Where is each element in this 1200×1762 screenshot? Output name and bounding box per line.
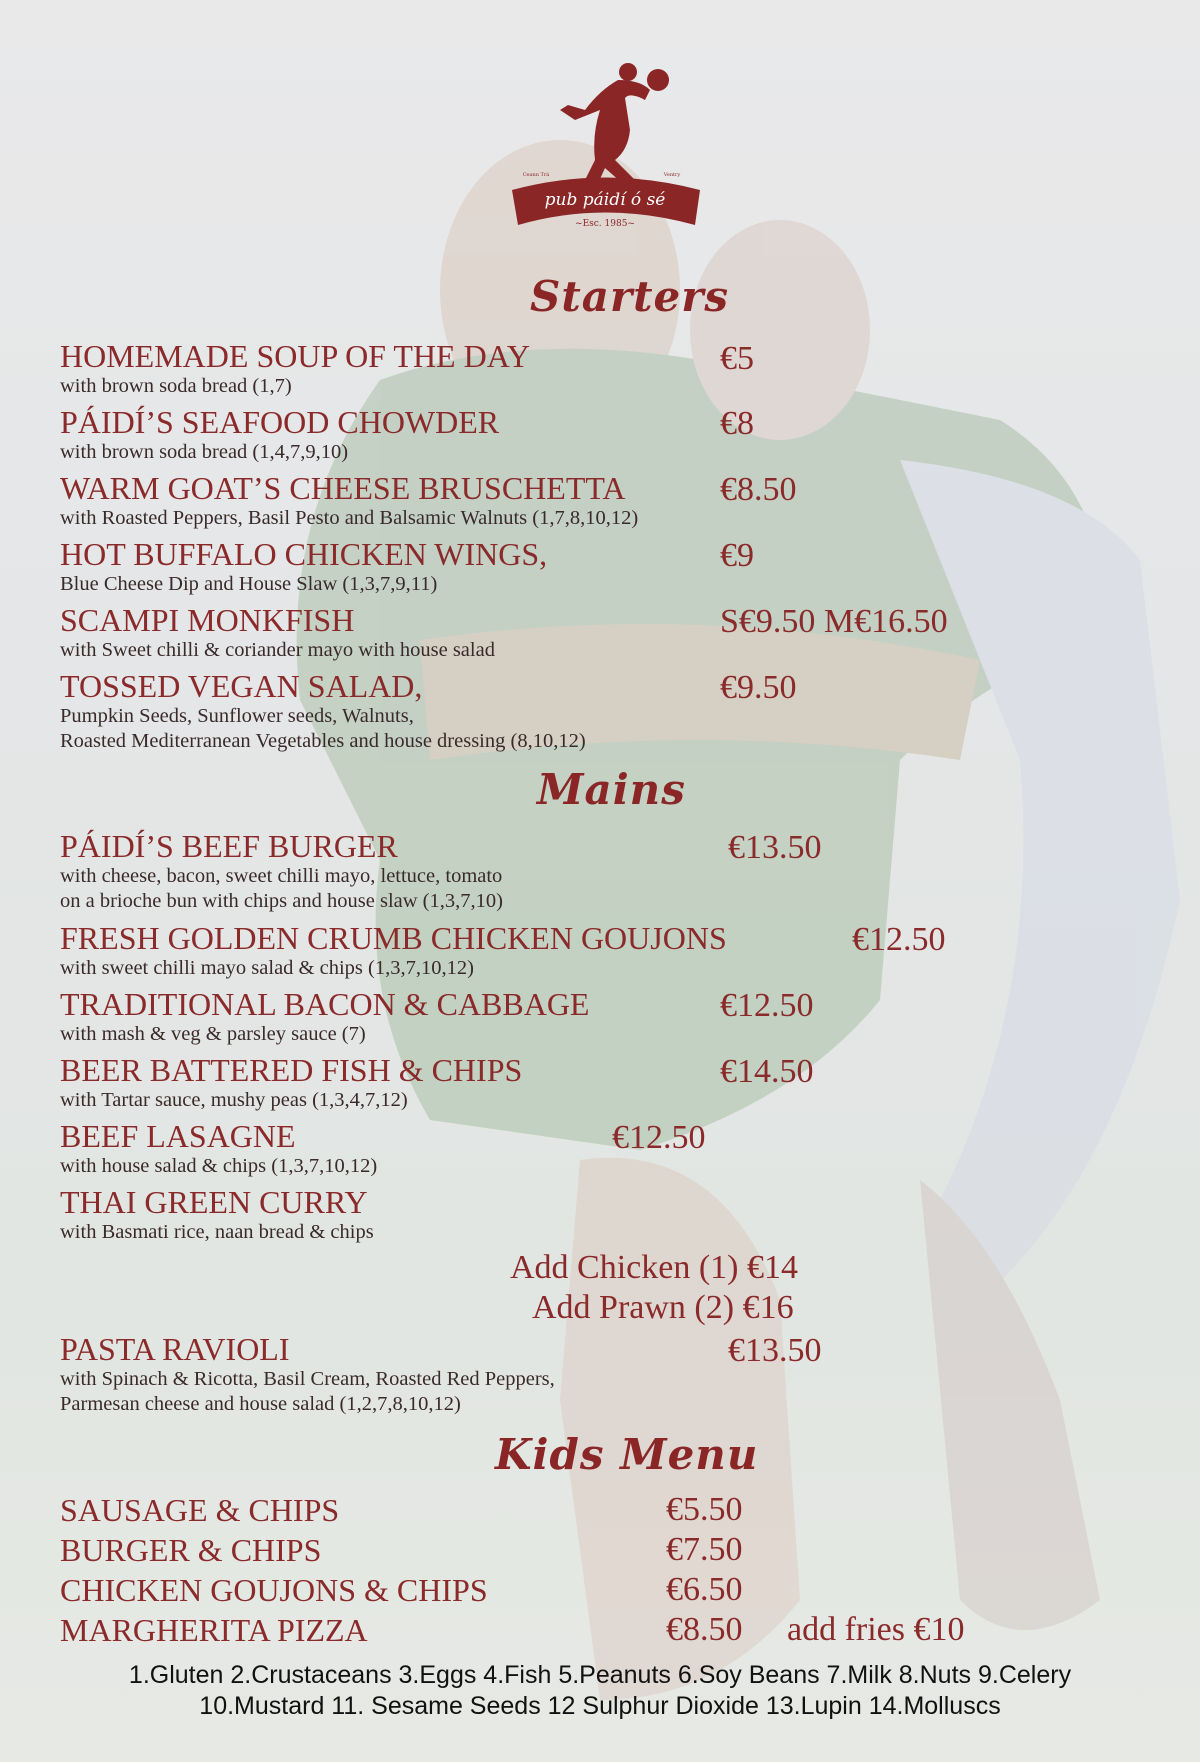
item-price: €9 (720, 537, 754, 574)
kids-item-price: €7.50 (666, 1531, 743, 1568)
item-price: €14.50 (720, 1053, 814, 1090)
menu-item (60, 1052, 522, 1113)
item-desc: on a brioche bun with chips and house slaw (1,3,7,10) (60, 890, 503, 912)
kids-item-price: €8.50 (666, 1611, 743, 1648)
item-price: €9.50 (720, 669, 797, 706)
item-name: PÁIDÍ’S SEAFOOD CHOWDER (60, 404, 500, 440)
kids-add-fries: add fries €10 (787, 1611, 965, 1648)
item-name: HOMEMADE SOUP OF THE DAY (60, 338, 530, 374)
curry-addon-prawn: Add Prawn (2) €16 (532, 1289, 794, 1326)
item-desc: Blue Cheese Dip and House Slaw (1,3,7,9,11) (60, 573, 438, 595)
menu-item (60, 920, 727, 981)
item-desc: with house salad & chips (1,3,7,10,12) (60, 1155, 378, 1177)
kids-item-price: €6.50 (666, 1571, 743, 1608)
item-desc: with Tartar sauce, mushy peas (1,3,4,7,12) (60, 1089, 408, 1111)
item-name: PÁIDÍ’S BEEF BURGER (60, 828, 398, 864)
item-name: FRESH GOLDEN CRUMB CHICKEN GOUJONS (60, 920, 727, 956)
section-title-starters: Starters (530, 272, 729, 321)
item-price: €12.50 (852, 921, 946, 958)
item-desc: Roasted Mediterranean Vegetables and house dressing (8,10,12) (60, 730, 586, 752)
item-name: PASTA RAVIOLI (60, 1331, 290, 1367)
item-price: €12.50 (720, 987, 814, 1024)
menu-item (60, 338, 530, 399)
item-price: €5 (720, 340, 754, 377)
item-name: SCAMPI MONKFISH (60, 602, 355, 638)
item-desc: with Sweet chilli & coriander mayo with house salad (60, 639, 495, 661)
item-price: S€9.50 M€16.50 (720, 603, 948, 640)
item-desc: with brown soda bread (1,7) (60, 375, 292, 397)
item-name: TRADITIONAL BACON & CABBAGE (60, 986, 590, 1022)
item-desc: with mash & veg & parsley sauce (7) (60, 1023, 366, 1045)
menu-item (60, 828, 503, 914)
allergen-line-2: 10.Mustard 11. Sesame Seeds 12 Sulphur Dioxide 13.Lupin 14.Molluscs (199, 1692, 1001, 1720)
item-desc: Parmesan cheese and house salad (1,2,7,8,10,12) (60, 1393, 461, 1415)
menu-item (60, 602, 495, 663)
item-desc: with brown soda bread (1,4,7,9,10) (60, 441, 349, 463)
item-desc: with cheese, bacon, sweet chilli mayo, lettuce, tomato (60, 865, 503, 887)
logo-text: pub páidí ó sé (544, 190, 666, 210)
curry-addon-chicken: Add Chicken (1) €14 (510, 1249, 799, 1286)
item-desc: with Basmati rice, naan bread & chips (60, 1221, 374, 1243)
item-name: TOSSED VEGAN SALAD, (60, 668, 423, 704)
kids-item-name: SAUSAGE & CHIPS (60, 1492, 340, 1528)
item-desc: Pumpkin Seeds, Sunflower seeds, Walnuts, (60, 705, 414, 727)
item-price: €13.50 (728, 1332, 822, 1369)
logo-est: ~Esc. 1985~ (575, 219, 635, 229)
menu-item (60, 668, 586, 754)
section-title-kids: Kids Menu (495, 1430, 759, 1479)
menu-item (60, 1118, 377, 1179)
item-name: BEER BATTERED FISH & CHIPS (60, 1052, 523, 1088)
section-title-mains: Mains (537, 765, 686, 814)
menu-item (60, 470, 638, 531)
item-price: €8 (720, 405, 754, 442)
item-desc: with Roasted Peppers, Basil Pesto and Balsamic Walnuts (1,7,8,10,12) (60, 507, 639, 529)
item-name: WARM GOAT’S CHEESE BRUSCHETTA (60, 470, 626, 506)
allergen-line-1: 1.Gluten 2.Crustaceans 3.Eggs 4.Fish 5.Peanuts 6.Soy Beans 7.Milk 8.Nuts 9.Celery (128, 1661, 1072, 1689)
item-name: BEEF LASAGNE (60, 1118, 296, 1154)
menu-item (60, 1331, 555, 1417)
item-name: HOT BUFFALO CHICKEN WINGS, (60, 536, 548, 572)
kids-item-name: CHICKEN GOUJONS & CHIPS (60, 1572, 488, 1608)
menu-item (60, 1184, 374, 1245)
item-price: €12.50 (612, 1119, 706, 1156)
menu-item (60, 404, 499, 465)
logo-left-small: Ceann Trá (522, 172, 550, 178)
logo-right-small: Ventry (663, 172, 681, 178)
kids-item-price: €5.50 (666, 1491, 743, 1528)
item-desc: with sweet chilli mayo salad & chips (1,3,7,10,12) (60, 957, 474, 979)
item-price: €8.50 (720, 471, 797, 508)
kids-item-name: BURGER & CHIPS (60, 1532, 322, 1568)
item-price: €13.50 (728, 829, 822, 866)
item-name: THAI GREEN CURRY (60, 1184, 368, 1220)
item-desc: with Spinach & Ricotta, Basil Cream, Roasted Red Peppers, (60, 1368, 555, 1390)
kids-item-name: MARGHERITA PIZZA (60, 1612, 368, 1648)
pub-logo (500, 50, 710, 240)
menu-item (60, 986, 589, 1047)
menu-item (60, 536, 547, 597)
